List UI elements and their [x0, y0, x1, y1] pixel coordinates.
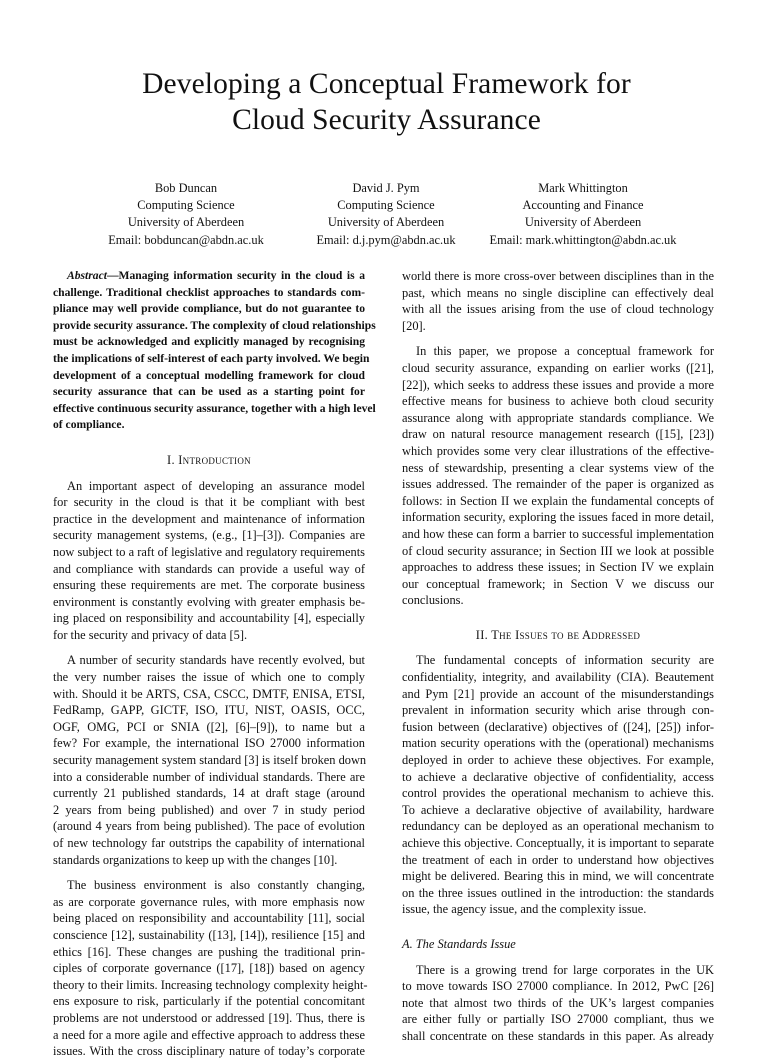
abstract-line — [53, 268, 365, 285]
abstract-line: development of a conceptual modelling framework for cloud — [53, 368, 365, 382]
intro-paragraph-3 — [53, 877, 368, 1060]
text-line: of new technology far outstrips the capability of international — [53, 836, 365, 850]
text-line: issue, the agency issue, and the complexity issue. — [402, 902, 647, 917]
abstract-line: the implications of self-interest of each party involved. We begin — [53, 351, 370, 365]
text-line: practice in the development and maintenance of information — [53, 511, 365, 526]
abstract-text: —Managing information security in the cloud is a — [106, 269, 365, 282]
author-org: University of Aberdeen — [524, 215, 642, 230]
text-line: redundancy can be deployed as an operational mechanism to — [402, 819, 714, 834]
text-line: (around 4 years from being published). The pace of evolution — [53, 819, 365, 834]
author-org: University of Aberdeen — [127, 215, 245, 230]
text-line: A number of security standards have recently evolved, but — [67, 653, 365, 668]
text-line: control provides the operational mechanism to achieve this. — [402, 786, 714, 801]
text-line: approaches to address these issues; in Section IV we explain — [402, 560, 714, 575]
text-line: [22]), which seeks to address these issues and provide a more — [402, 377, 714, 392]
text-line: conclusions. — [402, 593, 464, 608]
text-line: prevalent in information security which arise through con- — [402, 703, 714, 718]
text-line: being placed on responsibility and accountability [11], social — [53, 911, 365, 926]
text-line: are either fully or partially ISO 27000 compliant, thus we — [402, 1012, 714, 1027]
author-dept: Accounting and Finance — [522, 198, 644, 213]
text-line: ciples of corporate governance ([17], [18]) based on agency — [53, 961, 365, 976]
text-line: deployed in order to achieve these objectives. For example, — [402, 753, 714, 768]
abstract-line: effective continuous security assurance, together with a high level — [53, 401, 376, 415]
text-line: now subject to a raft of legislative and regulatory requirements — [53, 544, 365, 559]
section-heading-issues: II. The Issues to be Addressed — [475, 627, 641, 642]
text-line: information security, exploring the issues faced in more detail, — [402, 510, 714, 525]
abstract-line: challenge. Traditional checklist approaches to standards com- — [53, 285, 365, 299]
text-line: ensuring these requirements are met. The corporate business — [53, 578, 365, 593]
text-line: ing placed on responsibility and accountability [4], especially — [53, 611, 365, 626]
issues-paragraph-1 — [402, 652, 714, 918]
text-line: ethics [16]. These changes are pushing the traditional prin- — [53, 944, 365, 959]
author-3 — [457, 180, 709, 249]
author-dept: Computing Science — [337, 198, 435, 213]
text-line: cloud security assurance, expanding on earlier works ([21], — [402, 360, 714, 375]
text-line: FedRamp, GAPP, GICTF, ISO, ITU, NIST, OASIS, OCC, — [53, 703, 365, 718]
left-column — [53, 268, 376, 1060]
abstract-body — [53, 285, 376, 434]
title-line: Cloud Security Assurance — [232, 104, 541, 136]
text-line: few? For example, the international ISO 27000 information — [53, 736, 365, 751]
text-line: conscience [12], sustainability ([13], [14]), resilience [15] and — [53, 927, 365, 942]
text-line: achieve this objective. Conceptually, it is important to separate — [402, 836, 714, 850]
text-line: The business environment is also constantly changing, — [67, 878, 365, 893]
abstract-line: pliance may well provide compliance, but do not guarantee to — [53, 302, 365, 316]
text-line: for security in the cloud is that it be compliant with best — [53, 495, 365, 510]
author-email[interactable]: Email: bobduncan@abdn.ac.uk — [108, 232, 264, 247]
text-line: mation security operations with the (operational) mechanisms — [402, 736, 714, 751]
intro-paragraph-2 — [53, 652, 365, 868]
author-org: University of Aberdeen — [327, 215, 445, 230]
text-line: confidentiality, integrity, and availability (CIA). Beautement — [402, 670, 714, 685]
author-email[interactable]: Email: mark.whittington@abdn.ac.uk — [489, 232, 677, 247]
text-line: [20]. — [402, 318, 426, 333]
text-line: the very number raises the issue of which one to comply — [53, 670, 365, 685]
text-line: of cloud security assurance; in Section III we look at possible — [402, 543, 714, 558]
text-line: ens exposure to risk, particularly if the potential concomitant — [53, 994, 365, 1009]
text-line: and compliance with standards can provide a useful way of — [53, 561, 365, 576]
text-line: past, which means no single discipline can effectively deal — [402, 285, 714, 300]
text-line: might be delivered. Bearing this in mind, we will concentrate — [402, 869, 714, 884]
author-name: Mark Whittington — [538, 181, 628, 195]
text-line: effective means for business to achieve both cloud security — [402, 394, 714, 409]
author-name: David J. Pym — [352, 181, 420, 195]
text-line: for the security and privacy of data [5]. — [53, 627, 248, 642]
intro-paragraph-continued — [402, 268, 714, 334]
text-line: theory to their limits. Increasing technology complexity height- — [53, 977, 368, 992]
text-line: follows: in Section II we explain the fundamental concepts of — [402, 493, 714, 508]
text-line: draw on natural resource management research ([15], [23]) — [402, 427, 714, 442]
text-line: with. Should it be ARTS, CSA, CSCC, DMTF, ENISA, ETSI, — [53, 686, 365, 701]
text-line: To achieve a declarative objective of availability, hardware — [402, 802, 714, 817]
text-line: security management system standard [3] is itself broken down — [53, 753, 367, 768]
text-line: with all the issues arising from the use of cloud technology — [402, 302, 714, 317]
text-line: the treatment of each in order to understand how objectives — [402, 852, 714, 867]
text-line: a need for a more agile and effective approach to address these — [53, 1027, 365, 1042]
text-line: issues. With the cross disciplinary nature of today’s corporate — [53, 1044, 365, 1059]
text-line: OGF, OMG, PCI or SNIA ([2], [6]–[9]), to name but a — [53, 719, 365, 734]
text-line: standards organizations to keep up with the changes [10]. — [53, 852, 338, 867]
text-line: and how these can form a barrier to successful implementation — [402, 526, 714, 541]
intro-paragraph-1 — [53, 478, 365, 644]
title-line: Developing a Conceptual Framework for — [142, 68, 631, 100]
text-line: world there is more cross-over between disciplines than in the — [402, 269, 714, 283]
text-line: security management systems, (e.g., [1]–[3]). Companies are — [53, 528, 365, 543]
right-column — [402, 268, 714, 1045]
text-line: fusion between (declarative) objectives of ([24], [25]) infor- — [402, 719, 714, 734]
text-line: assurance along with appropriate standards compliance. We — [402, 410, 714, 425]
text-line: currently 21 published standards, 14 at draft stage (around — [53, 786, 365, 801]
abstract-line: provide security assurance. The complexity of cloud relationships — [53, 318, 376, 332]
text-line: to move towards ISO 27000 compliance. In 2012, PwC [26] — [402, 979, 714, 994]
paper-title — [0, 66, 773, 138]
abstract-line: must be acknowledged and explicitly managed by recognising — [53, 335, 365, 349]
text-line: as are corporate governance rules, with more emphasis now — [53, 894, 365, 909]
author-dept: Computing Science — [137, 198, 235, 213]
text-line: on the three issues outlined in the introduction: the standards — [402, 885, 714, 900]
text-line: The fundamental concepts of information security are — [416, 653, 714, 668]
text-line: note that almost two thirds of the UK’s largest companies — [402, 995, 714, 1010]
text-line: ness of stewardship, presenting a clear systems view of the — [402, 460, 714, 475]
text-line: which provides some very clear illustrations of the effective- — [402, 443, 714, 458]
text-line: issues addressed. The remainder of the paper is organized as — [402, 477, 714, 492]
standards-paragraph-1 — [402, 962, 714, 1045]
author-email[interactable]: Email: d.j.pym@abdn.ac.uk — [316, 232, 456, 247]
text-line: 2 years from being published) and over 7 in study period — [53, 802, 365, 817]
text-line: and Pym [21] provide an account of the misunderstandings — [402, 686, 714, 701]
text-line: problems are not understood or addressed [19]. Thus, there is — [53, 1010, 365, 1025]
text-line: In this paper, we propose a conceptual framework for — [416, 344, 714, 359]
text-line: shall concentrate on these standards in this paper. As already — [402, 1028, 714, 1043]
subsection-heading-standards: A. The Standards Issue — [402, 936, 516, 951]
abstract — [53, 268, 376, 434]
text-line: our conceptual framework; in Section V we discuss our — [402, 576, 714, 591]
section-heading-introduction: I. Introduction — [167, 452, 251, 467]
text-line: environment is constantly evolving with greater emphasis be- — [53, 594, 365, 609]
abstract-line: of compliance. — [53, 418, 125, 432]
intro-paragraph-4 — [402, 343, 714, 609]
text-line: to achieve a declarative objective of confidentiality, access — [402, 769, 714, 784]
abstract-label: Abstract — [67, 269, 107, 282]
author-name: Bob Duncan — [154, 181, 218, 195]
text-line: into a considerable number of individual standards. There are — [53, 769, 365, 784]
text-line: There is a growing trend for large corporates in the UK — [416, 962, 714, 977]
text-line: An important aspect of developing an assurance model — [67, 478, 365, 493]
abstract-line: security assurance that can be used as a starting point for — [53, 385, 365, 399]
